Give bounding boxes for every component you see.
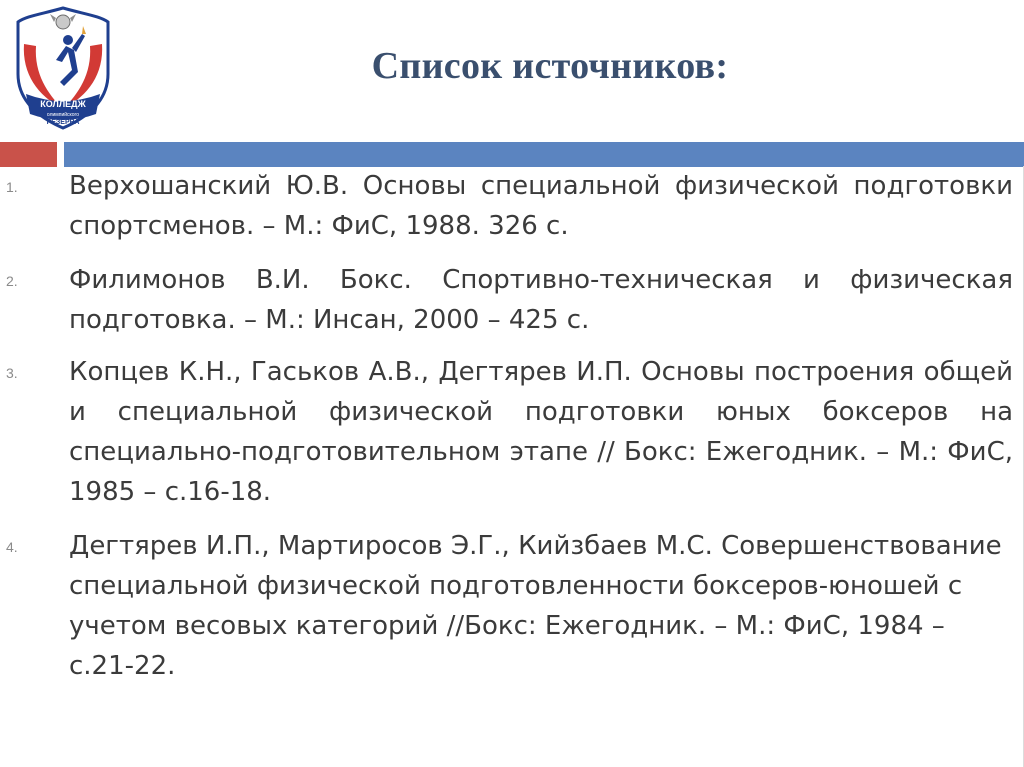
reference-list [0, 166, 1024, 686]
reference-number: 4. [6, 539, 18, 555]
reference-number: 2. [6, 273, 18, 289]
reference-text: Копцев К.Н., Гаськов А.В., Дегтярев И.П. Основы построения общей и специальной физической подготовки юных боксеров на специально-подготовительном этапе // Бокс: Ежегодник. – М.: ФиС, 1985 – с.16-18. [69, 357, 1013, 507]
reference-text: Верхошанский Ю.В. Основы специальной физической подготовки спортсменов. – М.: ФиС, 1988. 326 с. [69, 171, 1013, 241]
accent-bar-red [0, 142, 57, 167]
reference-number: 3. [6, 365, 18, 381]
reference-item [0, 352, 1024, 512]
reference-number: 1. [6, 179, 18, 195]
slide-title: Список источников: [371, 45, 729, 87]
logo-line-2: олимпийского [46, 112, 80, 118]
logo-line-3: РЕЗЕРВА [46, 119, 80, 126]
logo-line-1: КОЛЛЕДЖ [40, 99, 86, 109]
reference-item [0, 166, 1024, 246]
college-logo [12, 4, 114, 132]
reference-text: Филимонов В.И. Бокс. Спортивно-техническая и физическая подготовка. – М.: Инсан, 2000 – 425 с. [69, 265, 1013, 335]
accent-bar-blue [64, 142, 1024, 167]
reference-item [0, 526, 1024, 686]
reference-item [0, 260, 1024, 340]
reference-text: Дегтярев И.П., Мартиросов Э.Г., Кийзбаев М.С. Совершенствование специальной физической подготовленности боксеров-юношей с учетом весовых категорий //Бокс: Ежегодник. – М.: ФиС, 1984 – с.21-22. [69, 531, 1002, 681]
